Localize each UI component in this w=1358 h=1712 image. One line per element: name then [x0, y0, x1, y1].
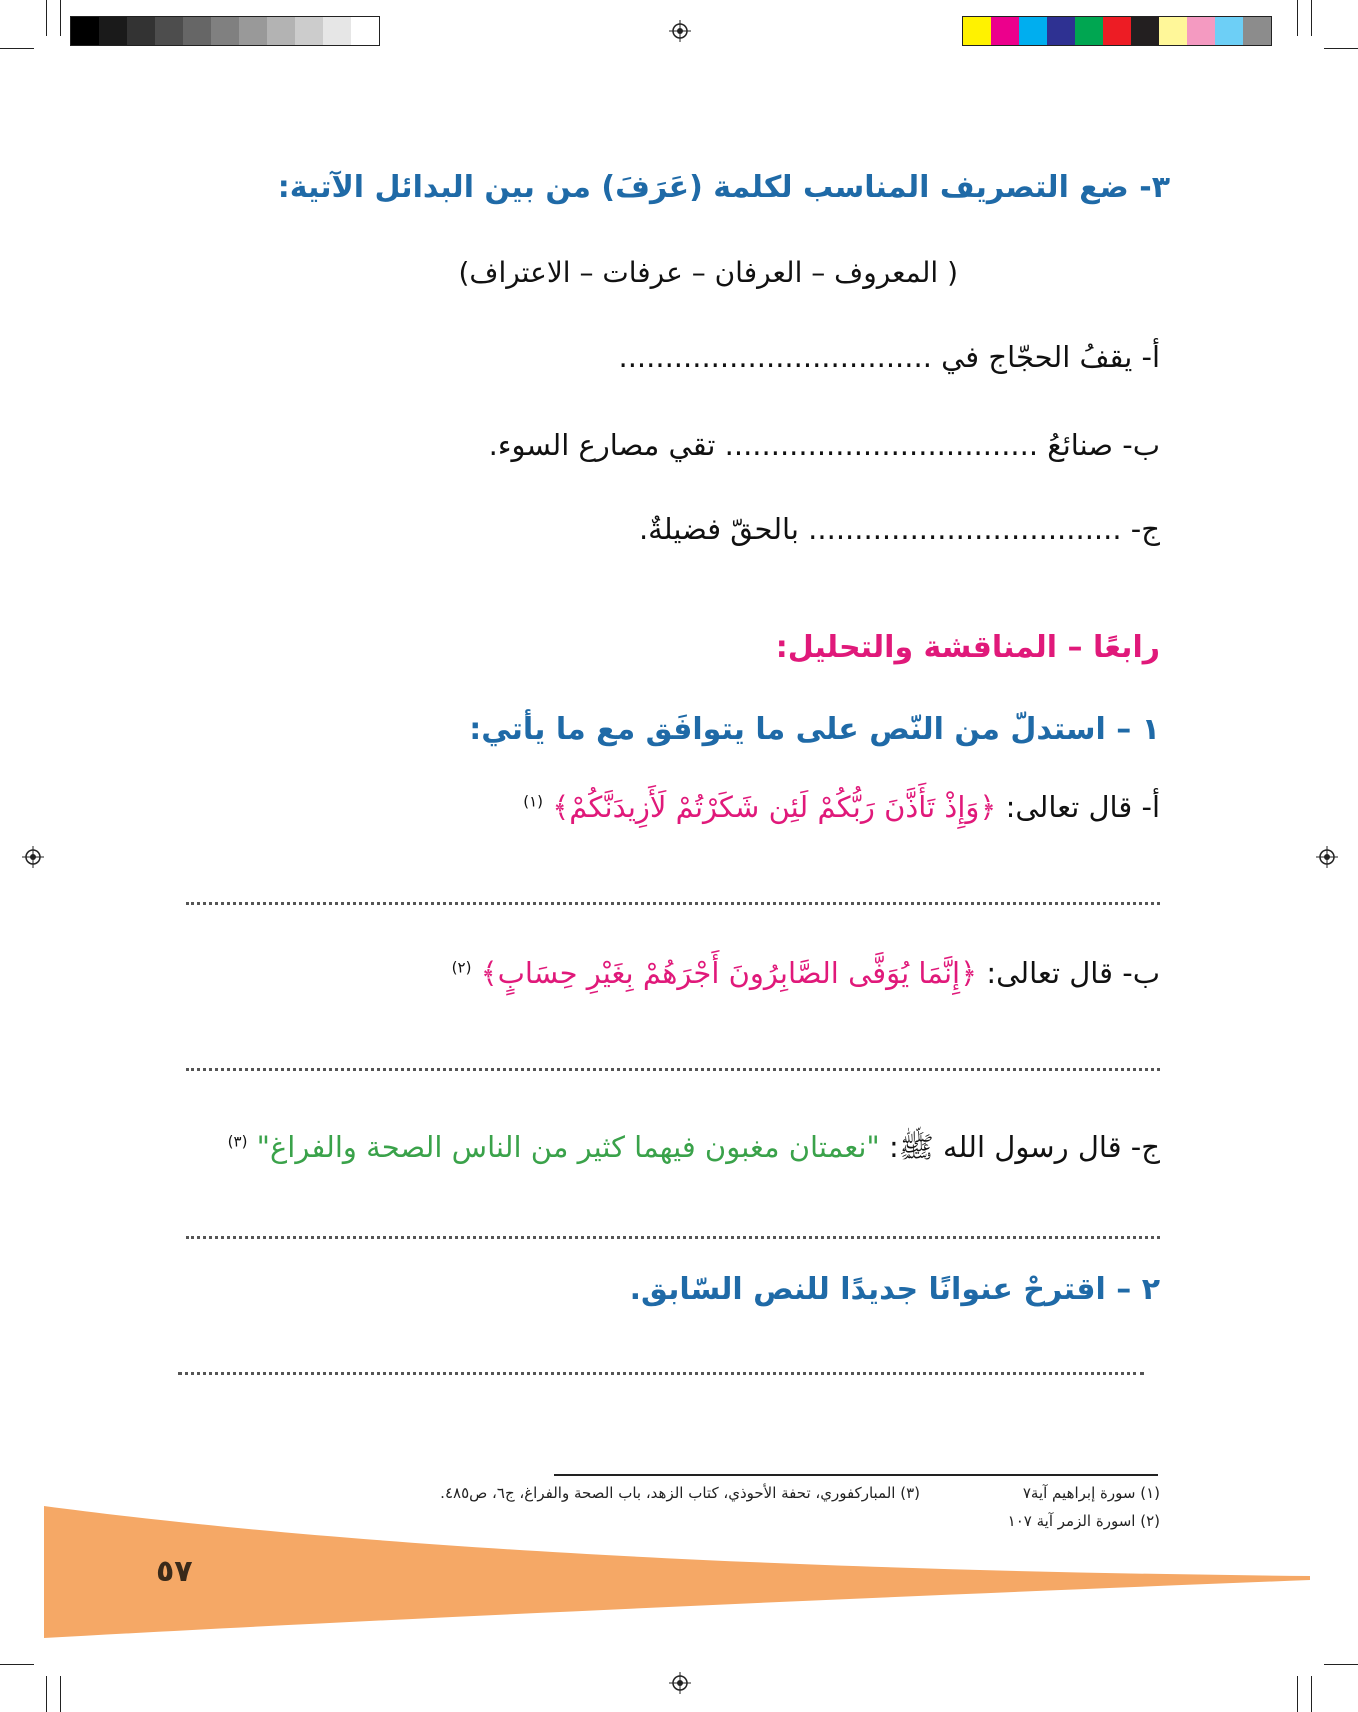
- exercise-3-item-b: ب- صنائعُ .................................. تقي مصارع السوء.: [488, 428, 1160, 462]
- section-4-title: رابعًا – المناقشة والتحليل:: [775, 630, 1160, 665]
- exercise-3-options: ( المعروف – العرفان – عرفات – الاعتراف): [458, 256, 958, 289]
- crop-mark: [1324, 1664, 1358, 1665]
- footnote-2: (٢) اسورة الزمر آية ١٠٧: [1007, 1512, 1160, 1530]
- exercise-3-item-c: ج- .................................. بالحقّ فضيلةٌ.: [638, 512, 1160, 546]
- answer-line[interactable]: [178, 1372, 1144, 1375]
- footnote-1: (١) سورة إبراهيم آية٧: [1022, 1484, 1160, 1502]
- crop-mark: [0, 48, 34, 49]
- crop-mark: [0, 1664, 34, 1665]
- crop-mark: [1324, 48, 1358, 49]
- exercise-3-item-a: أ- يقفُ الحجّاج في ..................................: [618, 340, 1160, 374]
- answer-line[interactable]: [186, 1068, 1160, 1071]
- crop-mark: [1297, 1676, 1298, 1712]
- registration-target-icon: [669, 1672, 691, 1694]
- answer-line[interactable]: [186, 902, 1160, 905]
- crop-mark: [60, 1676, 61, 1712]
- question-1-b: [452, 956, 1160, 990]
- grayscale-calibration-strip: [70, 16, 380, 46]
- crop-mark: [46, 1676, 47, 1712]
- registration-target-icon: [669, 20, 691, 42]
- question-1-c-prefix: ج- قال رسول الله ﷺ:: [888, 1130, 1160, 1164]
- footnote-ref: (١): [523, 792, 544, 811]
- question-1-title: ١ – استدلّ من النّص على ما يتوافَق مع ما يأتي:: [469, 712, 1160, 747]
- footnote-3: (٣) المباركفوري، تحفة الأحوذي، كتاب الزهد، باب الصحة والفراغ، ج٦، ص٤٨٥.: [440, 1484, 920, 1502]
- registration-target-icon: [1316, 846, 1338, 868]
- question-2-title: ٢ – اقترحْ عنوانًا جديدًا للنص السّابق.: [629, 1272, 1160, 1307]
- crop-mark: [60, 0, 61, 36]
- crop-mark: [46, 0, 47, 36]
- question-1-c-hadith: "نعمتان مغبون فيهما كثير من الناس الصحة والفراغ": [256, 1130, 880, 1164]
- question-1-b-quran-verse: ﴿إِنَّمَا يُوَفَّى الصَّابِرُونَ أَجْرَهُمْ بِغَيْرِ حِسَابٍ﴾: [480, 956, 978, 990]
- page-number: ٥٧: [156, 1554, 193, 1589]
- footer-band: [0, 1500, 1358, 1640]
- answer-line[interactable]: [186, 1236, 1160, 1239]
- crop-mark: [1311, 1676, 1312, 1712]
- question-1-a-prefix: أ- قال تعالى:: [1005, 790, 1160, 824]
- question-1-b-prefix: ب- قال تعالى:: [986, 956, 1160, 990]
- footnote-separator: [554, 1474, 1158, 1476]
- crop-mark: [1311, 0, 1312, 36]
- question-1-c: [228, 1130, 1160, 1172]
- exercise-3-title: ٣- ضع التصريف المناسب لكلمة (عَرَفَ) من بين البدائل الآتية:: [277, 170, 1170, 205]
- registration-target-icon: [22, 846, 44, 868]
- footnote-ref: (٣): [227, 1132, 248, 1151]
- crop-mark: [1297, 0, 1298, 36]
- question-1-a-quran-verse: ﴿وَإِذْ تَأَذَّنَ رَبُّكُمْ لَئِن شَكَرْتُمْ لَأَزِيدَنَّكُمْ﴾: [552, 790, 997, 824]
- question-1-a: [523, 790, 1160, 824]
- color-calibration-strip: [962, 16, 1272, 46]
- footnote-ref: (٢): [451, 958, 472, 977]
